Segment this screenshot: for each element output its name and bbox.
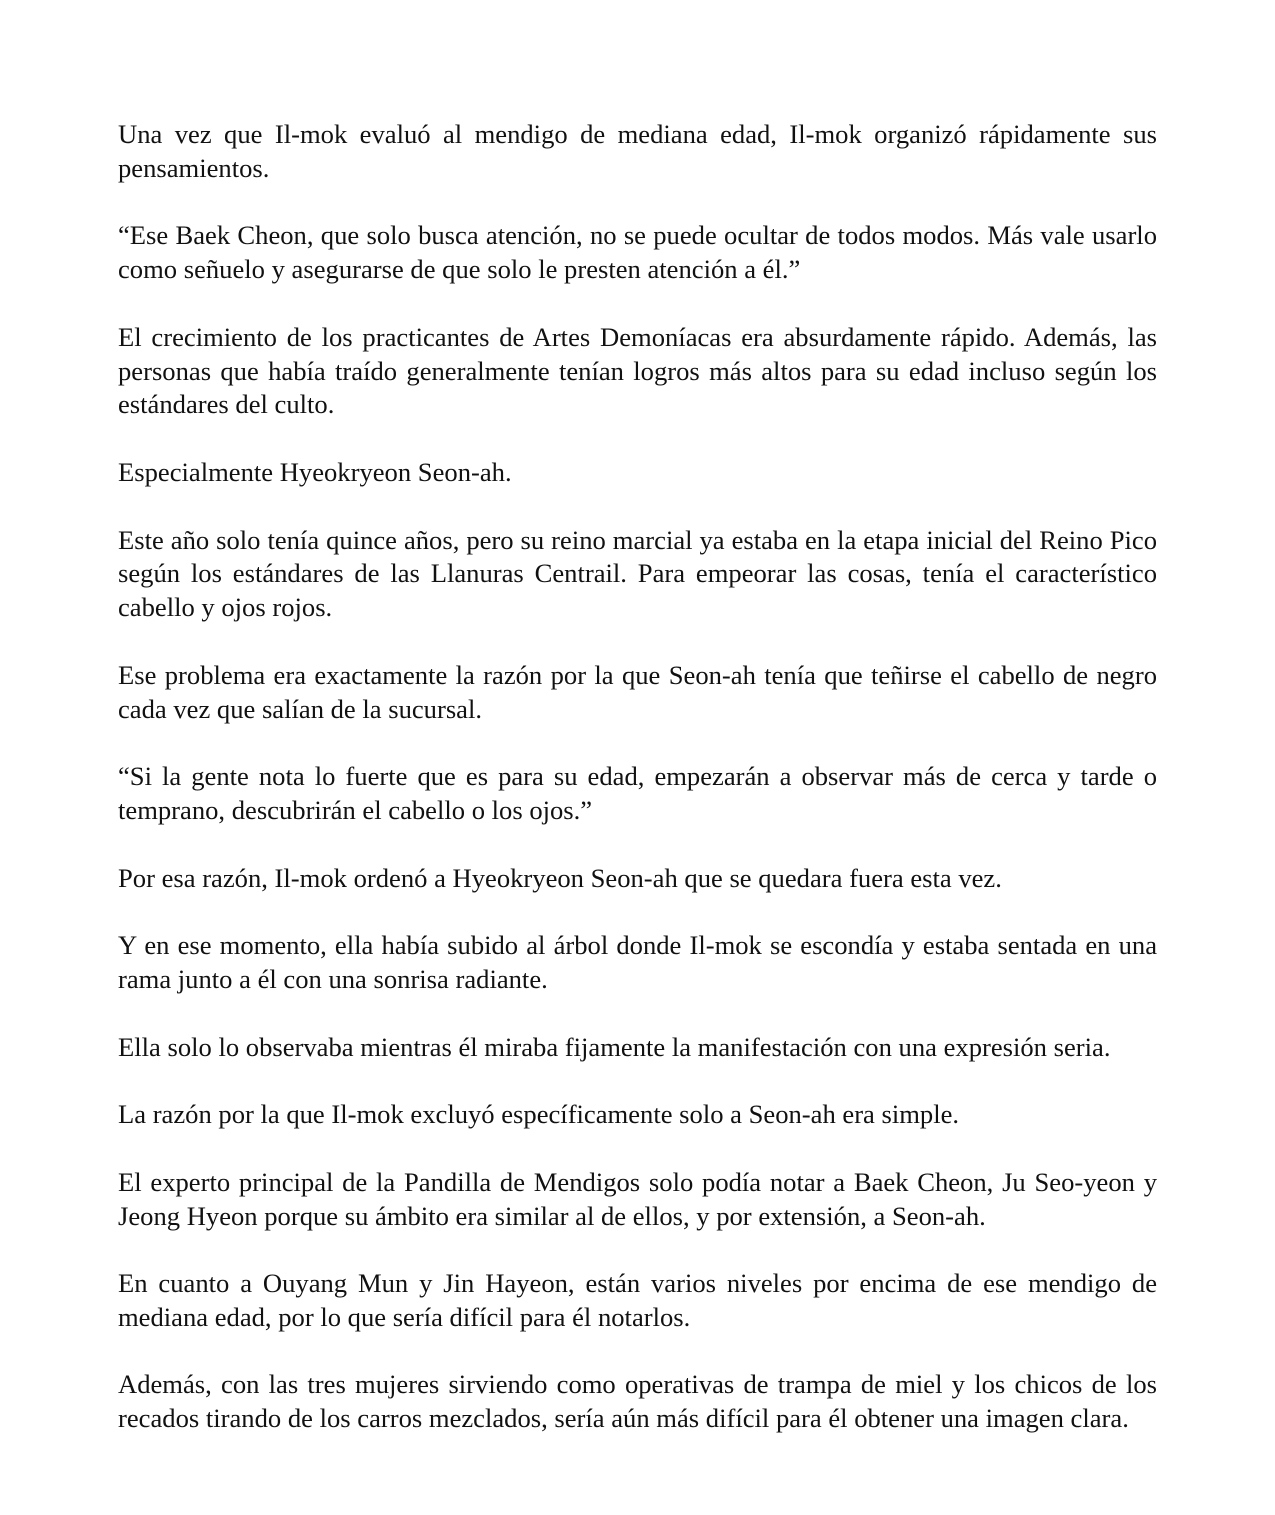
paragraph-9: Y en ese momento, ella había subido al árbol donde Il-mok se escondía y estaba sentada en una rama junto a él con una sonrisa radiante. <box>118 930 1157 994</box>
paragraph-12: El experto principal de la Pandilla de Mendigos solo podía notar a Baek Cheon, Ju Seo-yeon y Jeong Hyeon porque su ámbito era similar al de ellos, y por extensión, a Seon-ah. <box>118 1166 1157 1231</box>
paragraph-13: En cuanto a Ouyang Mun y Jin Hayeon, están varios niveles por encima de ese mendigo de mediana edad, por lo que sería difícil para él notarlos. <box>118 1268 1157 1332</box>
paragraph-8: Por esa razón, Il-mok ordenó a Hyeokryeon Seon-ah que se quedara fuera esta vez. <box>118 862 1002 893</box>
paragraph-6: Ese problema era exactamente la razón por la que Seon-ah tenía que teñirse el cabello de negro cada vez que salían de la sucursal. <box>118 659 1157 724</box>
paragraph-5: Este año solo tenía quince años, pero su reino marcial ya estaba en la etapa inicial del Reino Pico según los estándares de las Llanuras Centrail. Para empeorar las cosas, tenía el característico cabello y ojos rojos. <box>118 524 1157 623</box>
paragraph-3: El crecimiento de los practicantes de Artes Demoníacas era absurdamente rápido. Además, las personas que había traído generalmente tenían logros más altos para su edad incluso según los estándares del culto. <box>118 321 1157 420</box>
paragraph-1: Una vez que Il-mok evaluó al mendigo de mediana edad, Il-mok organizó rápidamente sus pensamientos. <box>118 119 1157 183</box>
paragraph-11: La razón por la que Il-mok excluyó específicamente solo a Seon-ah era simple. <box>118 1099 960 1130</box>
paragraph-14: Además, con las tres mujeres sirviendo como operativas de trampa de miel y los chicos de los recados tirando de los carros mezclados, sería aún más difícil para él obtener una imagen clara. <box>118 1369 1157 1434</box>
document-page <box>118 118 1157 1436</box>
paragraph-4: Especialmente Hyeokryeon Seon-ah. <box>118 456 512 487</box>
paragraph-7: “Si la gente nota lo fuerte que es para su edad, empezarán a observar más de cerca y tarde o temprano, descubrirán el cabello o los ojos.” <box>118 761 1157 825</box>
paragraph-2: “Ese Baek Cheon, que solo busca atención, no se puede ocultar de todos modos. Más vale usarlo como señuelo y asegurarse de que solo le presten atención a él.” <box>118 220 1157 285</box>
paragraph-10: Ella solo lo observaba mientras él miraba fijamente la manifestación con una expresión seria. <box>118 1031 1111 1062</box>
